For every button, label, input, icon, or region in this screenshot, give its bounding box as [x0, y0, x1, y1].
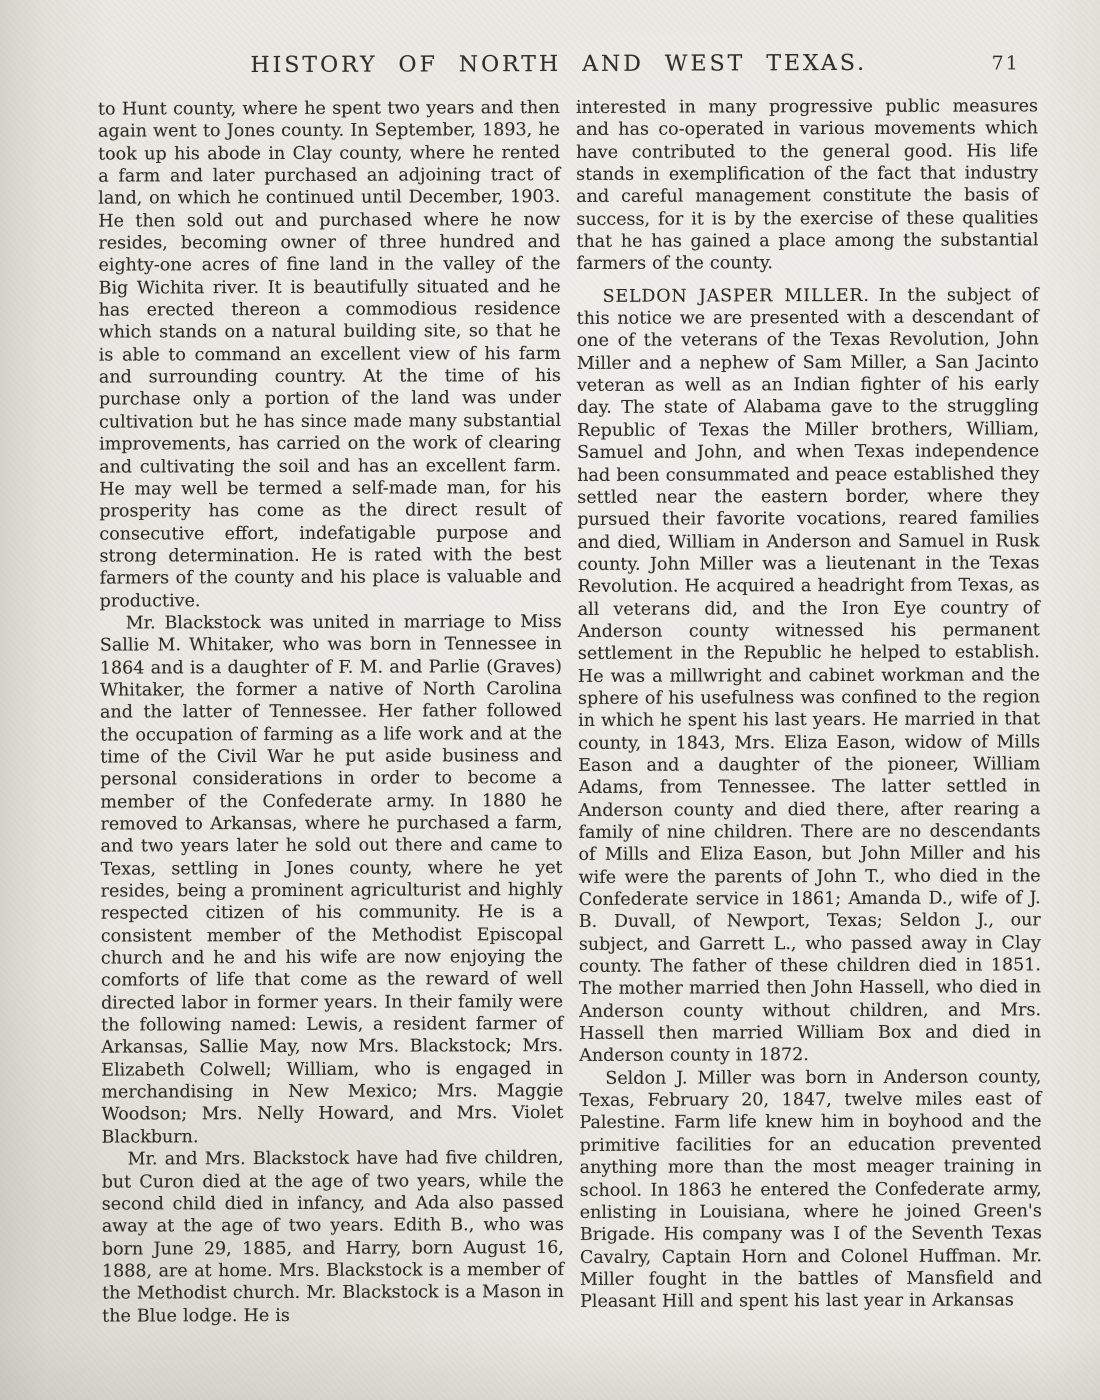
right-column [576, 95, 1042, 1326]
paragraph-continuation: interested in many progressive public measures and has co-operated in various movements which have contributed to the general good. His life stands in exemplification of the fact that industry and careful management constitute the basis of success, for it is by the exercise of these qualities that he has gained a place among the substantial farmers of the county. [575, 96, 1039, 275]
paragraph-children: Mr. and Mrs. Blackstock have had five children, but Curon died at the age of two years, while the second child died in infancy, and Ada also passed away at the age of two years. Edith B., who was born June 29, 1885, and Harry, born August 16, 1888, are at home. Mrs. Blackstock is a member of the Methodist church. Mr. Blackstock is a Mason in the Blue lodge. He is [101, 1148, 565, 1327]
article-heading: SELDON JASPER MILLER. [602, 285, 870, 307]
paragraph-biography: Seldon J. Miller was born in Anderson county, Texas, February 20, 1847, twelve miles east of Palestine. Farm life knew him in boyhood and the primitive facilities for an education prevented anything more than the most meager training in school. In 1863 he entered the Confederate army, enlisting in Louisiana, where he joined Green's Brigade. His company was I of the Seventh Texas Cavalry, Captain Horn and Colonel Huffman. Mr. Miller fought in the battles of Mansfield and Pleasant Hill and spent his last year in Arkansas [579, 1067, 1043, 1313]
page-header [98, 50, 1020, 83]
paragraph-continuation: to Hunt county, where he spent two years and then again went to Jones county. In September, 1893, he took up his abode in Clay county, where he rented a farm and later purchased an adjoining tract of land, on which he continued until December, 1903. He then sold out and purchased where he now resides, becoming owner of three hundred and eighty-one acres of fine land in the valley of the Big Wichita river. It is beautifully situated and he has erected thereon a commodious residence which stands on a natural building site, so that he is able to command an excellent view of his farm and surrounding country. At the time of his purchase only a portion of the land was under cultivation but he has since made many substantial improvements, has carried on the work of clearing and cultivating the soil and has an excellent farm. He may well be termed a self-made man, for his prosperity has come as the direct result of consecutive effort, indefatigable purpose and strong determination. He is rated with the best farmers of the county and his place is valuable and productive. [97, 97, 562, 612]
running-title: HISTORY OF NORTH AND WEST TEXAS. [250, 50, 868, 79]
paragraph-marriage: Mr. Blackstock was united in marriage to Miss Sallie M. Whitaker, who was born in Tennessee in 1864 and is a daughter of F. M. and Parlie (Graves) Whitaker, the former a native of North Carolina and the latter of Tennessee. Her father followed the occupation of farming as a life work and at the time of the Civil War he put aside business and personal considerations in order to become a member of the Confederate army. In 1880 he removed to Arkansas, where he purchased a farm, and two years later he sold out there and came to Texas, settling in Jones county, where he yet resides, being a prominent agriculturist and highly respected citizen of his community. He is a consistent member of the Methodist Episcopal church and he and his wife are now enjoying the comforts of life that come as the reward of well directed labor in former years. In their family were the following named: Lewis, a resident farmer of Arkansas, Sallie May, now Mrs. Blackstock; Mrs. Elizabeth Colwell; William, who is engaged in merchandising in New Mexico; Mrs. Maggie Woodson; Mrs. Nelly Howard, and Mrs. Violet Blackburn. [99, 611, 564, 1148]
article-body-text: In the subject of this notice we are presented with a descendant of one of the veterans of the Texas Revolution, John Miller and a nephew of Sam Miller, a San Jacinto veteran as well as an Indian fighter of his early day. The state of Alabama gave to the struggling Republic of Texas the Miller brothers, William, Samuel and John, and when Texas independence had been consummated and peace established they settled near the eastern border, where they pursued their favorite vocations, reared families and died, William in Anderson and Samuel in Rusk county. John Miller was a lieutenant in the Texas Revolution. He acquired a headright from Texas, as all veterans did, and the Iron Eye country of Anderson county witnessed his permanent settlement in the Republic he helped to establish. He was a millwright and cabinet workman and the sphere of his usefulness was confined to the region in which he spent his last years. He married in that county, in 1843, Mrs. Eliza Eason, widow of Mills Eason and a daughter of the pioneer, William Adams, from Tennessee. The latter settled in Anderson county and died there, after rearing a family of nine children. There are no descendants of Mills and Eliza Eason, but John Miller and his wife were the parents of John T., who died in the Confederate service in 1861; Amanda D., wife of J. B. Duvall, of Newport, Texas; Seldon J., our subject, and Garrett L., who passed away in Clay county. The father of these children died in 1851. The mother married then John Hassell, who died in Anderson county without children, and Mrs. Hassell then married William Box and died in Anderson county in 1872. [576, 285, 1042, 1067]
page-number: 71 [991, 52, 1020, 75]
left-column [98, 97, 564, 1328]
text-columns [98, 95, 1042, 1327]
paragraph-article-start [577, 284, 1042, 1068]
